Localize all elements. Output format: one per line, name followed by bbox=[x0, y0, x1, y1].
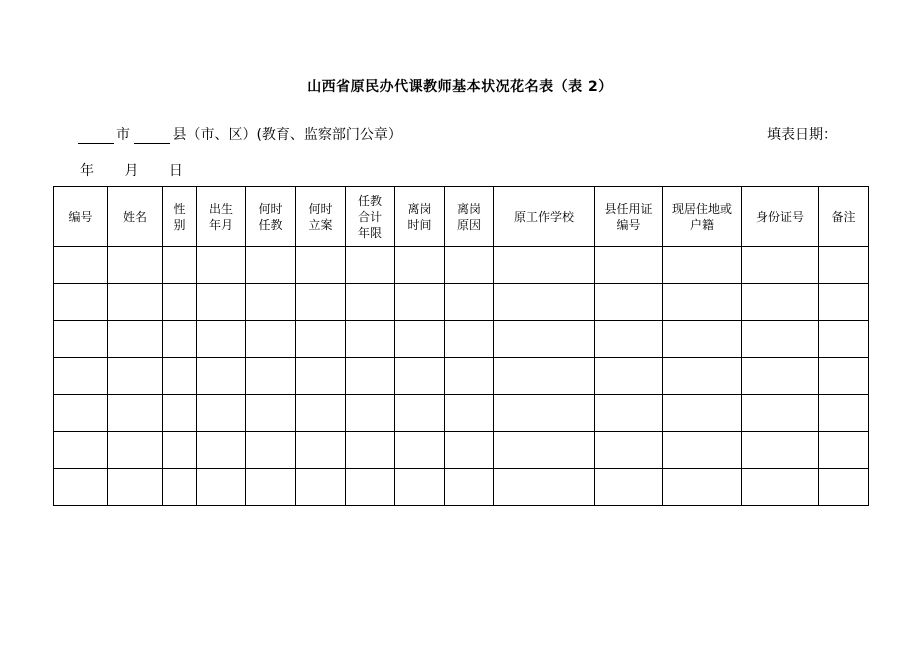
table-cell[interactable] bbox=[197, 247, 246, 284]
column-header-line: 原因 bbox=[456, 217, 481, 232]
table-cell[interactable] bbox=[494, 284, 595, 321]
column-header bbox=[346, 187, 395, 247]
table-cell[interactable] bbox=[54, 284, 108, 321]
column-header bbox=[197, 187, 246, 247]
table-cell[interactable] bbox=[108, 395, 163, 432]
table-cell[interactable] bbox=[595, 432, 663, 469]
column-header-line: 任教 bbox=[258, 217, 283, 232]
table-cell[interactable] bbox=[494, 395, 595, 432]
table-cell[interactable] bbox=[108, 358, 163, 395]
column-header-line: 立案 bbox=[308, 217, 333, 232]
table-cell[interactable] bbox=[742, 432, 819, 469]
table-cell[interactable] bbox=[595, 395, 663, 432]
table-cell[interactable] bbox=[296, 321, 346, 358]
table-cell[interactable] bbox=[663, 321, 742, 358]
table-cell[interactable] bbox=[595, 358, 663, 395]
table-cell[interactable] bbox=[494, 358, 595, 395]
table-cell[interactable] bbox=[246, 432, 296, 469]
table-cell[interactable] bbox=[742, 358, 819, 395]
table-cell[interactable] bbox=[346, 284, 395, 321]
column-header-line: 时间 bbox=[407, 217, 432, 232]
column-header-line: 出生 bbox=[208, 201, 233, 216]
table-cell[interactable] bbox=[296, 395, 346, 432]
table-cell[interactable] bbox=[108, 284, 163, 321]
table-cell[interactable] bbox=[663, 432, 742, 469]
column-header-line: 原工作学校 bbox=[513, 209, 574, 224]
column-header-line: 年月 bbox=[208, 217, 233, 232]
table-cell[interactable] bbox=[296, 284, 346, 321]
table-header-row bbox=[54, 187, 869, 247]
column-header-line: 合计 bbox=[357, 209, 382, 224]
table-cell[interactable] bbox=[197, 321, 246, 358]
table-cell[interactable] bbox=[346, 321, 395, 358]
column-header bbox=[819, 187, 869, 247]
table-cell[interactable] bbox=[197, 284, 246, 321]
table-cell[interactable] bbox=[395, 469, 445, 506]
table-cell[interactable] bbox=[346, 432, 395, 469]
table-cell[interactable] bbox=[663, 247, 742, 284]
column-header bbox=[595, 187, 663, 247]
table-cell[interactable] bbox=[296, 432, 346, 469]
table-cell[interactable] bbox=[494, 469, 595, 506]
city-suffix: 市 bbox=[116, 127, 130, 143]
column-header bbox=[395, 187, 445, 247]
table-cell[interactable] bbox=[494, 321, 595, 358]
table-cell[interactable] bbox=[163, 395, 197, 432]
date-year: 年 bbox=[80, 163, 94, 179]
table-cell[interactable] bbox=[494, 432, 595, 469]
column-header bbox=[445, 187, 494, 247]
table-body bbox=[54, 247, 869, 506]
table-cell[interactable] bbox=[246, 469, 296, 506]
table-cell[interactable] bbox=[108, 432, 163, 469]
table-cell[interactable] bbox=[395, 247, 445, 284]
table-row bbox=[54, 395, 869, 432]
table-cell[interactable] bbox=[246, 358, 296, 395]
table-cell[interactable] bbox=[163, 432, 197, 469]
table-cell[interactable] bbox=[296, 469, 346, 506]
column-header bbox=[108, 187, 163, 247]
column-header-line: 户籍 bbox=[689, 217, 714, 232]
table-row bbox=[54, 247, 869, 284]
table-cell[interactable] bbox=[819, 469, 869, 506]
table-cell[interactable] bbox=[742, 321, 819, 358]
county-suffix: 县（市、区）(教育、监察部门公章） bbox=[172, 127, 402, 143]
table-cell[interactable] bbox=[54, 395, 108, 432]
column-header-line: 离岗 bbox=[456, 201, 481, 216]
table-cell[interactable] bbox=[445, 358, 494, 395]
table-cell[interactable] bbox=[163, 469, 197, 506]
table-cell[interactable] bbox=[108, 469, 163, 506]
column-header bbox=[54, 187, 108, 247]
table-cell[interactable] bbox=[54, 247, 108, 284]
table-cell[interactable] bbox=[819, 432, 869, 469]
table-cell[interactable] bbox=[742, 284, 819, 321]
page-title: 山西省原民办代课教师基本状况花名表（表 2） bbox=[307, 79, 613, 95]
table-cell[interactable] bbox=[445, 395, 494, 432]
column-header-line: 何时 bbox=[308, 201, 333, 216]
table-row bbox=[54, 358, 869, 395]
table-cell[interactable] bbox=[819, 247, 869, 284]
table-cell[interactable] bbox=[163, 284, 197, 321]
column-header-line: 何时 bbox=[258, 201, 283, 216]
column-header-line: 任教 bbox=[357, 193, 382, 208]
column-header-line: 身份证号 bbox=[755, 209, 804, 224]
column-header-line: 县任用证 bbox=[604, 201, 653, 216]
table-cell[interactable] bbox=[246, 395, 296, 432]
table-cell[interactable] bbox=[742, 469, 819, 506]
table-cell[interactable] bbox=[395, 395, 445, 432]
column-header-line: 现居住地或 bbox=[671, 201, 732, 216]
column-header bbox=[742, 187, 819, 247]
table-cell[interactable] bbox=[108, 247, 163, 284]
table-cell[interactable] bbox=[395, 432, 445, 469]
table-cell[interactable] bbox=[742, 247, 819, 284]
table-cell[interactable] bbox=[296, 358, 346, 395]
table-cell[interactable] bbox=[445, 432, 494, 469]
date-line bbox=[80, 160, 209, 180]
table-cell[interactable] bbox=[246, 247, 296, 284]
unit-line bbox=[78, 124, 402, 144]
county-blank[interactable] bbox=[134, 129, 170, 144]
column-header bbox=[663, 187, 742, 247]
table-cell[interactable] bbox=[819, 358, 869, 395]
column-header-line: 别 bbox=[173, 217, 186, 232]
table-cell[interactable] bbox=[346, 358, 395, 395]
table-cell[interactable] bbox=[163, 321, 197, 358]
table-cell[interactable] bbox=[445, 469, 494, 506]
table-row bbox=[54, 469, 869, 506]
table-row bbox=[54, 321, 869, 358]
table-row bbox=[54, 432, 869, 469]
city-blank[interactable] bbox=[78, 129, 114, 144]
table-cell[interactable] bbox=[197, 469, 246, 506]
table-cell[interactable] bbox=[395, 284, 445, 321]
table-cell[interactable] bbox=[595, 247, 663, 284]
table-cell[interactable] bbox=[819, 395, 869, 432]
table-cell[interactable] bbox=[663, 469, 742, 506]
date-day: 日 bbox=[168, 163, 183, 179]
table-cell[interactable] bbox=[663, 284, 742, 321]
table-cell[interactable] bbox=[54, 321, 108, 358]
table-cell[interactable] bbox=[395, 358, 445, 395]
column-header bbox=[494, 187, 595, 247]
fill-date-label: 填表日期： bbox=[767, 127, 837, 143]
table-cell[interactable] bbox=[197, 395, 246, 432]
table-cell[interactable] bbox=[819, 321, 869, 358]
table-cell[interactable] bbox=[395, 321, 445, 358]
table-cell[interactable] bbox=[54, 469, 108, 506]
table-row bbox=[54, 284, 869, 321]
column-header-line: 编号 bbox=[68, 209, 93, 224]
column-header-line: 年限 bbox=[357, 225, 382, 240]
column-header bbox=[246, 187, 296, 247]
table-cell[interactable] bbox=[296, 247, 346, 284]
table-cell[interactable] bbox=[742, 395, 819, 432]
table-cell[interactable] bbox=[346, 247, 395, 284]
column-header bbox=[163, 187, 197, 247]
table-cell[interactable] bbox=[819, 284, 869, 321]
table-cell[interactable] bbox=[595, 284, 663, 321]
table-cell[interactable] bbox=[663, 395, 742, 432]
table-cell[interactable] bbox=[246, 284, 296, 321]
column-header-line: 备注 bbox=[831, 209, 856, 224]
table-cell[interactable] bbox=[197, 358, 246, 395]
table-cell[interactable] bbox=[163, 358, 197, 395]
column-header-line: 离岗 bbox=[407, 201, 432, 216]
date-month: 月 bbox=[124, 163, 139, 179]
table-cell[interactable] bbox=[445, 321, 494, 358]
table-cell[interactable] bbox=[445, 284, 494, 321]
table-cell[interactable] bbox=[197, 432, 246, 469]
table-cell[interactable] bbox=[445, 247, 494, 284]
column-header bbox=[296, 187, 346, 247]
column-header-line: 编号 bbox=[616, 217, 641, 232]
table-cell[interactable] bbox=[663, 358, 742, 395]
table-cell[interactable] bbox=[163, 247, 197, 284]
roster-table bbox=[53, 186, 869, 506]
table-cell[interactable] bbox=[346, 395, 395, 432]
table-cell[interactable] bbox=[54, 432, 108, 469]
table-cell[interactable] bbox=[246, 321, 296, 358]
column-header-line: 性 bbox=[173, 201, 186, 216]
table-cell[interactable] bbox=[54, 358, 108, 395]
table-cell[interactable] bbox=[494, 247, 595, 284]
table-cell[interactable] bbox=[595, 469, 663, 506]
table-cell[interactable] bbox=[595, 321, 663, 358]
table-cell[interactable] bbox=[346, 469, 395, 506]
column-header-line: 姓名 bbox=[122, 209, 147, 224]
table-cell[interactable] bbox=[108, 321, 163, 358]
